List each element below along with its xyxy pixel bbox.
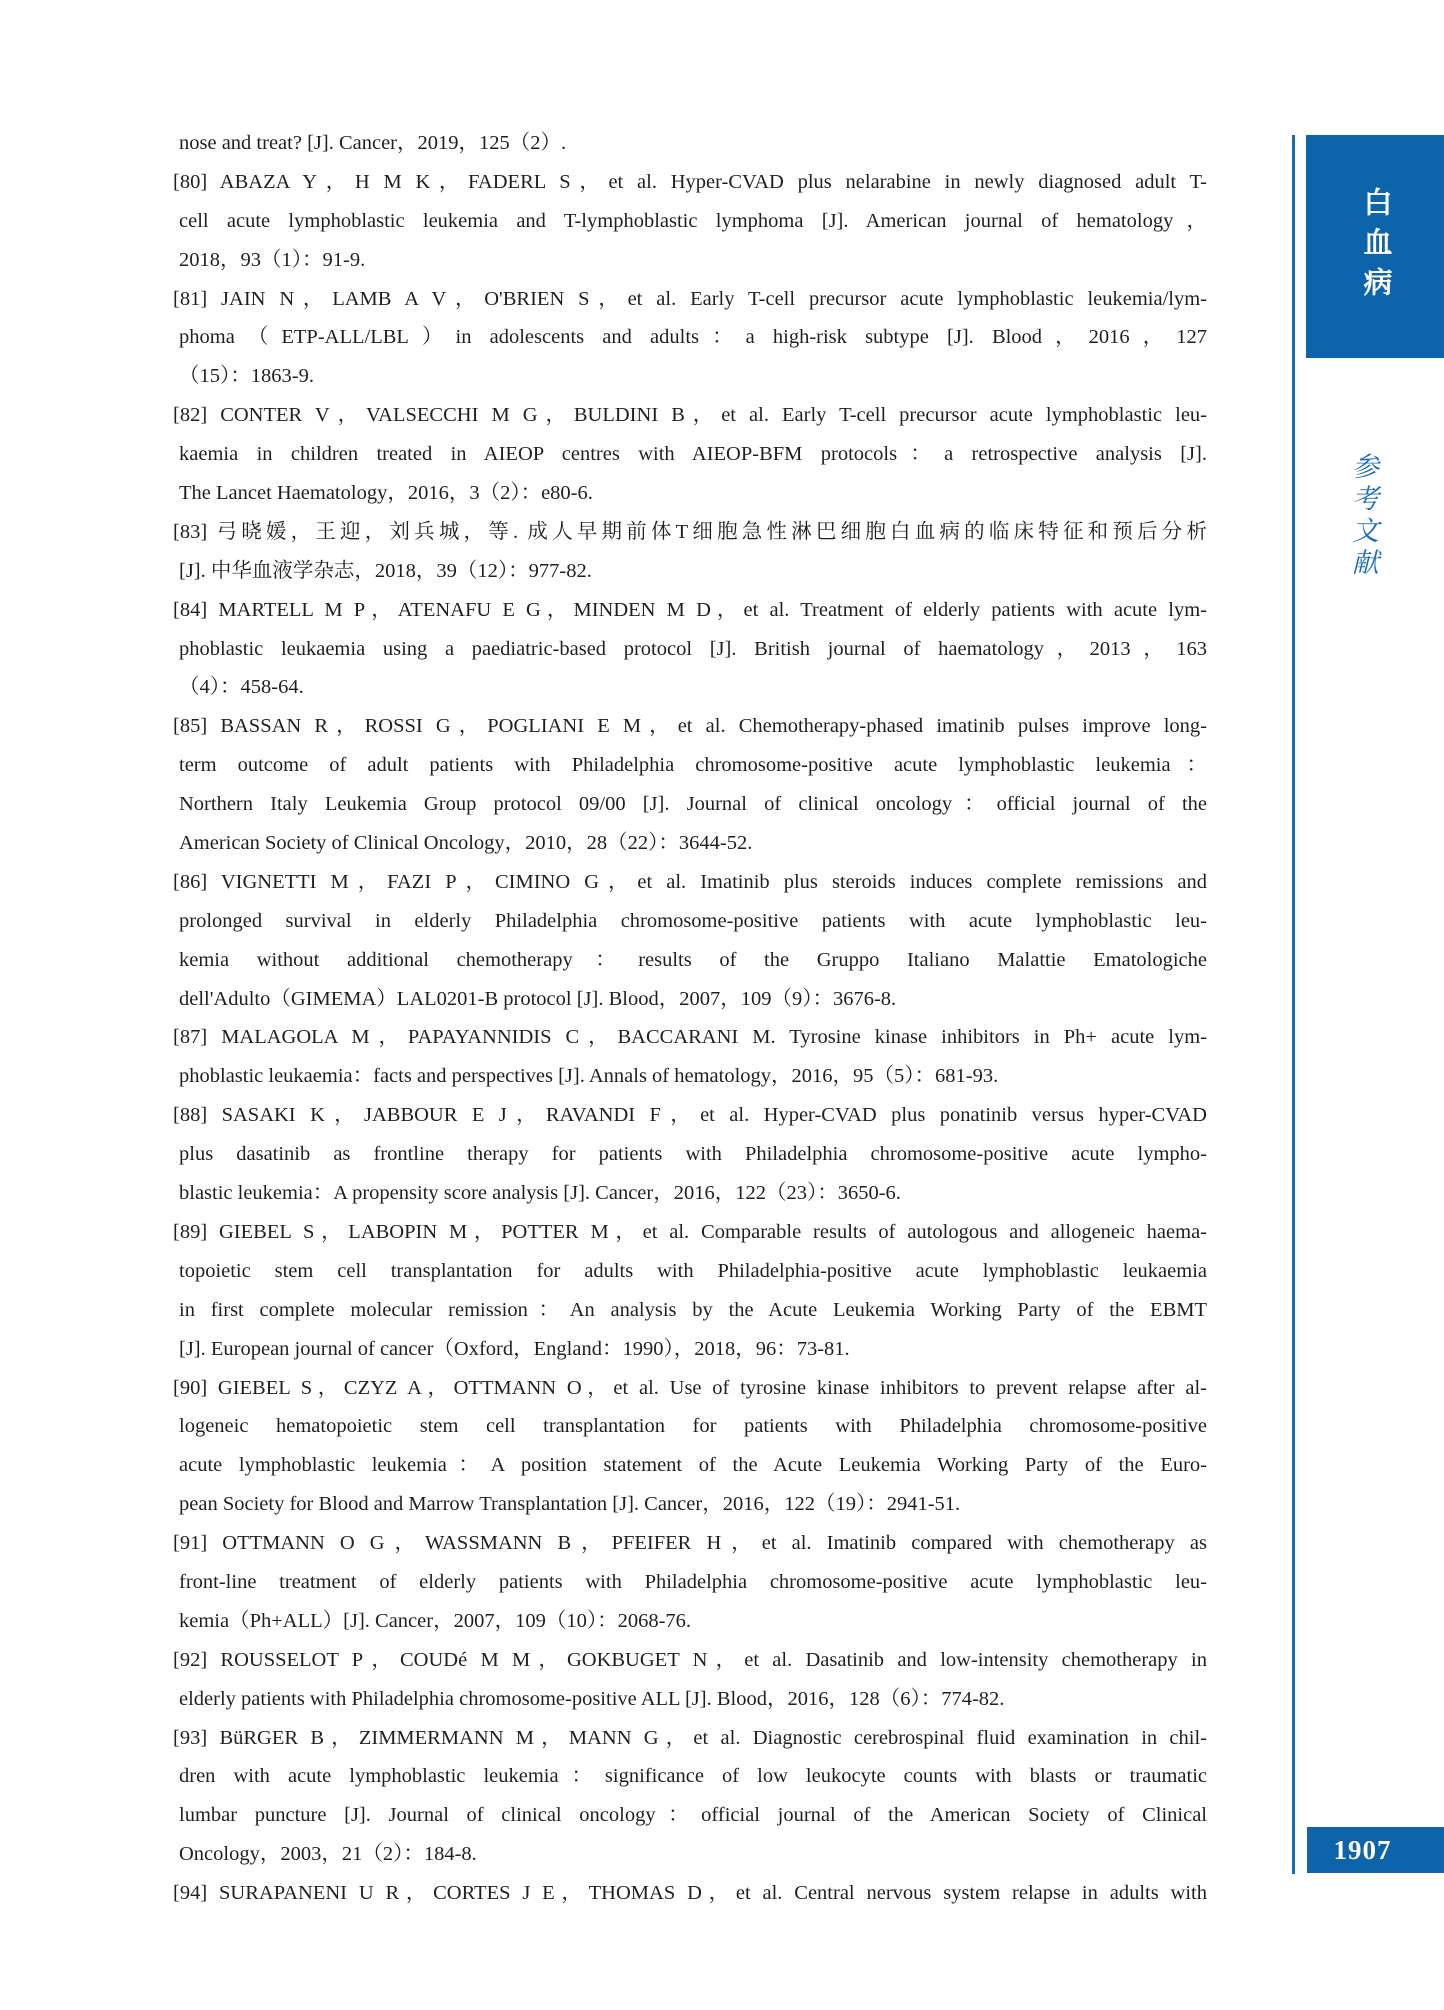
reference-line: [J]. 中华血液学杂志，2018，39（12）：977-82. bbox=[179, 559, 592, 582]
reference-number: [85] bbox=[173, 715, 208, 738]
references-list bbox=[173, 124, 1207, 1913]
reference-number: [80] bbox=[173, 170, 208, 193]
reference-line: acute lymphoblastic leukemia：A position statement of the Acute Leukemia Working Party of the Euro- bbox=[179, 1454, 1207, 1477]
reference-line: The Lancet Haematology，2016，3（2）：e80-6. bbox=[179, 482, 593, 505]
reference-item bbox=[173, 163, 1207, 280]
reference-line: [91] OTTMANN O G，WASSMANN B，PFEIFER H，et al. Imatinib compared with chemotherapy as bbox=[173, 1532, 1207, 1555]
reference-number: [87] bbox=[173, 1026, 208, 1049]
reference-line: dell'Adulto（GIMEMA）LAL0201-B protocol [J]. Blood，2007，109（9）：3676-8. bbox=[179, 987, 897, 1010]
reference-item bbox=[173, 1641, 1207, 1719]
reference-line: [93] BüRGER B，ZIMMERMANN M，MANN G，et al. Diagnostic cerebrospinal fluid examination in chil- bbox=[173, 1726, 1207, 1749]
reference-item bbox=[173, 1719, 1207, 1875]
reference-item bbox=[173, 1524, 1207, 1641]
reference-item bbox=[173, 513, 1207, 591]
reference-line: phoblastic leukaemia：facts and perspectives [J]. Annals of hematology，2016，95（5）：681-93. bbox=[179, 1065, 999, 1088]
reference-item bbox=[173, 396, 1207, 513]
reference-item bbox=[179, 124, 1207, 163]
reference-item bbox=[173, 591, 1207, 708]
reference-line: lumbar puncture [J]. Journal of clinical oncology：official journal of the American Society of Clinical bbox=[179, 1804, 1207, 1827]
section-label: 参考文献 bbox=[1348, 452, 1378, 580]
reference-line: [84] MARTELL M P，ATENAFU E G，MINDEN M D，et al. Treatment of elderly patients with acute lym- bbox=[173, 598, 1207, 621]
reference-line: [J]. European journal of cancer（Oxford，England：1990），2018，96：73-81. bbox=[179, 1337, 850, 1360]
reference-item bbox=[173, 1213, 1207, 1369]
reference-line: [88] SASAKI K，JABBOUR E J，RAVANDI F，et al. Hyper-CVAD plus ponatinib versus hyper-CVAD bbox=[173, 1104, 1207, 1127]
reference-number: [82] bbox=[173, 404, 208, 427]
reference-line: front-line treatment of elderly patients with Philadelphia chromosome-positive acute lymphoblastic leu- bbox=[179, 1570, 1207, 1593]
reference-line: elderly patients with Philadelphia chromosome-positive ALL [J]. Blood，2016，128（6）：774-82. bbox=[179, 1687, 1005, 1710]
reference-number: [93] bbox=[173, 1726, 208, 1749]
reference-number: [88] bbox=[173, 1104, 208, 1127]
reference-number: [81] bbox=[173, 287, 208, 310]
reference-line: [80] ABAZA Y，H M K，FADERL S，et al. Hyper-CVAD plus nelarabine in newly diagnosed adult T- bbox=[173, 170, 1207, 193]
reference-line: blastic leukemia：A propensity score analysis [J]. Cancer，2016，122（23）：3650-6. bbox=[179, 1182, 901, 1205]
reference-number: [91] bbox=[173, 1532, 208, 1555]
reference-number: [83] bbox=[173, 520, 208, 543]
reference-number: [84] bbox=[173, 598, 208, 621]
reference-line: Northern Italy Leukemia Group protocol 09/00 [J]. Journal of clinical oncology：official journal of the bbox=[179, 793, 1207, 816]
reference-number: [92] bbox=[173, 1648, 208, 1671]
reference-item bbox=[173, 1096, 1207, 1213]
reference-line: dren with acute lymphoblastic leukemia：significance of low leukocyte counts with blasts or traumatic bbox=[179, 1765, 1207, 1788]
reference-item bbox=[173, 863, 1207, 1019]
chapter-tab bbox=[1306, 135, 1444, 358]
reference-line: [83] 弓晓媛，王迎，刘兵城，等. 成人早期前体T细胞急性淋巴细胞白血病的临床特征和预后分析 bbox=[173, 520, 1207, 543]
sidebar-rule bbox=[1292, 135, 1295, 1874]
reference-line: logeneic hematopoietic stem cell transplantation for patients with Philadelphia chromosome-positive bbox=[179, 1415, 1207, 1438]
reference-line: [81] JAIN N，LAMB A V，O'BRIEN S，et al. Early T-cell precursor acute lymphoblastic leukemia/lym- bbox=[173, 287, 1207, 310]
reference-line: [89] GIEBEL S，LABOPIN M，POTTER M，et al. Comparable results of autologous and allogeneic haema- bbox=[173, 1220, 1207, 1243]
page-number-box bbox=[1307, 1827, 1444, 1873]
reference-item bbox=[173, 280, 1207, 397]
reference-line: nose and treat? [J]. Cancer，2019，125（2）. bbox=[179, 132, 567, 154]
reference-line: [90] GIEBEL S，CZYZ A，OTTMANN O，et al. Use of tyrosine kinase inhibitors to prevent relapse after al- bbox=[173, 1376, 1207, 1399]
reference-item bbox=[173, 1369, 1207, 1525]
chapter-tab-label: 白血病 bbox=[1359, 186, 1392, 307]
reference-line: kaemia in children treated in AIEOP centres with AIEOP-BFM protocols：a retrospective analysis [J]. bbox=[179, 443, 1207, 466]
reference-line: [94] SURAPANENI U R，CORTES J E，THOMAS D，et al. Central nervous system relapse in adults with bbox=[173, 1882, 1207, 1905]
reference-line: [86] VIGNETTI M，FAZI P，CIMINO G，et al. Imatinib plus steroids induces complete remissions and bbox=[173, 870, 1207, 893]
reference-line: phoblastic leukaemia using a paediatric-based protocol [J]. British journal of haematology，2013，163 bbox=[179, 637, 1207, 660]
reference-line: Oncology，2003，21（2）：184-8. bbox=[179, 1843, 477, 1866]
reference-line: term outcome of adult patients with Philadelphia chromosome-positive acute lymphoblastic leukemia： bbox=[179, 754, 1207, 777]
reference-line: [87] MALAGOLA M，PAPAYANNIDIS C，BACCARANI M. Tyrosine kinase inhibitors in Ph+ acute lym- bbox=[173, 1026, 1207, 1049]
reference-line: phoma（ETP-ALL/LBL）in adolescents and adults：a high-risk subtype [J]. Blood，2016，127 bbox=[179, 326, 1207, 349]
reference-line: （15）：1863-9. bbox=[179, 365, 314, 388]
reference-line: [85] BASSAN R，ROSSI G，POGLIANI E M，et al. Chemotherapy-phased imatinib pulses improve long- bbox=[173, 715, 1207, 738]
reference-line: prolonged survival in elderly Philadelphia chromosome-positive patients with acute lymphoblastic leu- bbox=[179, 909, 1207, 932]
reference-line: in first complete molecular remission：An analysis by the Acute Leukemia Working Party of the EBMT bbox=[179, 1298, 1207, 1321]
reference-line: kemia without additional chemotherapy：results of the Gruppo Italiano Malattie Ematologiche bbox=[179, 948, 1207, 971]
reference-number: [89] bbox=[173, 1220, 208, 1243]
reference-number: [90] bbox=[173, 1376, 208, 1399]
reference-line: American Society of Clinical Oncology，2010，28（22）：3644-52. bbox=[179, 832, 753, 855]
reference-line: cell acute lymphoblastic leukemia and T-lymphoblastic lymphoma [J]. American journal of hematology， bbox=[179, 209, 1207, 232]
reference-number: [94] bbox=[173, 1882, 208, 1905]
reference-item bbox=[173, 707, 1207, 863]
reference-line: topoietic stem cell transplantation for adults with Philadelphia-positive acute lymphoblastic leukaemia bbox=[179, 1259, 1207, 1282]
reference-item bbox=[173, 1874, 1207, 1913]
page-number: 1907 bbox=[1333, 1834, 1392, 1865]
reference-line: kemia（Ph+ALL）[J]. Cancer，2007，109（10）：2068-76. bbox=[179, 1609, 692, 1632]
reference-line: plus dasatinib as frontline therapy for patients with Philadelphia chromosome-positive acute lympho- bbox=[179, 1143, 1207, 1166]
reference-number: [86] bbox=[173, 870, 208, 893]
reference-line: pean Society for Blood and Marrow Transplantation [J]. Cancer，2016，122（19）：2941-51. bbox=[179, 1493, 961, 1516]
reference-line: [82] CONTER V，VALSECCHI M G，BULDINI B，et al. Early T-cell precursor acute lymphoblastic leu- bbox=[173, 404, 1207, 427]
reference-item bbox=[173, 1018, 1207, 1096]
reference-line: （4）：458-64. bbox=[179, 676, 304, 699]
reference-line: 2018，93（1）：91-9. bbox=[179, 248, 366, 271]
reference-line: [92] ROUSSELOT P，COUDé M M，GOKBUGET N，et al. Dasatinib and low-intensity chemotherapy in bbox=[173, 1648, 1207, 1671]
